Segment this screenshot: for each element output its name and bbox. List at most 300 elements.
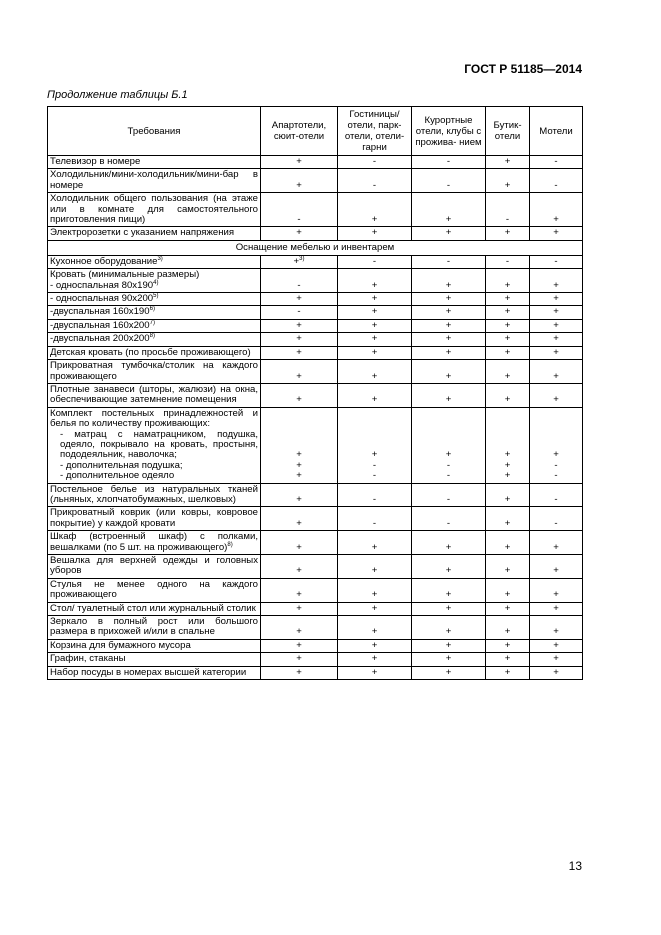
table-row bbox=[48, 255, 583, 268]
column-header-hotels: Гостиницы/ отели, парк-отели, отели-гарни bbox=[338, 107, 412, 156]
mark-value: + bbox=[296, 602, 302, 614]
table-row bbox=[48, 507, 583, 531]
mark-value: + bbox=[371, 293, 378, 305]
mark-value: + bbox=[504, 517, 511, 529]
mark-cell bbox=[412, 293, 486, 306]
mark-value: + bbox=[504, 493, 511, 505]
mark-value: + bbox=[553, 653, 559, 665]
mark-cell bbox=[338, 306, 412, 319]
requirement-text: Детская кровать (по просьбе проживающего) bbox=[50, 346, 251, 358]
mark-cell bbox=[486, 507, 530, 531]
mark-value: + bbox=[371, 227, 378, 239]
mark-cell bbox=[412, 602, 486, 615]
mark-cell bbox=[261, 306, 338, 319]
mark-cell bbox=[530, 666, 583, 679]
mark-value: - bbox=[297, 214, 301, 226]
mark-cell bbox=[412, 383, 486, 407]
mark-value: + bbox=[296, 541, 302, 553]
requirement-text: Зеркало в полный рост или большого размера в прихожей и/или в спальне bbox=[50, 616, 258, 638]
mark-value: - bbox=[505, 214, 510, 226]
mark-value: + bbox=[296, 493, 302, 505]
mark-value: + bbox=[371, 346, 378, 358]
page-number: 13 bbox=[568, 859, 582, 873]
table-row bbox=[48, 383, 583, 407]
mark-value: + bbox=[553, 626, 559, 638]
table-row bbox=[48, 555, 583, 579]
mark-cell bbox=[486, 483, 530, 507]
table-row bbox=[48, 616, 583, 640]
mark-cell bbox=[412, 269, 486, 293]
mark-cell bbox=[338, 156, 412, 169]
mark-cell bbox=[486, 383, 530, 407]
mark-value: +$^{3)}$ bbox=[293, 255, 305, 267]
mark-value: + bbox=[445, 293, 452, 305]
mark-value: + bbox=[504, 459, 511, 471]
mark-value: + bbox=[296, 639, 302, 651]
mark-cell bbox=[338, 602, 412, 615]
mark-value: + bbox=[296, 666, 302, 678]
mark-value: - bbox=[372, 179, 377, 191]
mark-value: - bbox=[554, 255, 558, 267]
mark-cell bbox=[486, 578, 530, 602]
mark-value: + bbox=[553, 602, 559, 614]
mark-value: + bbox=[371, 666, 378, 678]
requirement-text: Холодильник/мини-холодильник/мини-бар в номере bbox=[50, 169, 258, 191]
requirement-cell bbox=[48, 639, 261, 652]
mark-value: - bbox=[554, 459, 558, 471]
mark-cell bbox=[530, 293, 583, 306]
mark-cell bbox=[338, 227, 412, 240]
mark-value: + bbox=[296, 333, 302, 345]
mark-cell bbox=[530, 193, 583, 227]
mark-cell bbox=[530, 602, 583, 615]
mark-cell bbox=[486, 531, 530, 555]
mark-cell bbox=[530, 407, 583, 483]
mark-cell bbox=[261, 255, 338, 268]
mark-cell bbox=[412, 531, 486, 555]
mark-cell bbox=[261, 602, 338, 615]
table-row bbox=[48, 269, 583, 293]
mark-value: + bbox=[504, 449, 511, 461]
mark-cell bbox=[412, 360, 486, 384]
table-row bbox=[48, 169, 583, 193]
mark-value: + bbox=[371, 370, 378, 382]
mark-value: + bbox=[371, 541, 378, 553]
mark-cell bbox=[338, 193, 412, 227]
mark-cell bbox=[338, 333, 412, 346]
mark-cell bbox=[412, 319, 486, 332]
mark-value: + bbox=[296, 589, 302, 601]
column-header-resort-hotels: Курортные отели, клубы с прожива- нием bbox=[412, 107, 486, 156]
requirement-text: Набор посуды в номерах высшей категории bbox=[50, 666, 247, 678]
mark-cell bbox=[530, 578, 583, 602]
mark-value: + bbox=[504, 370, 511, 382]
footnote-ref: 7) bbox=[149, 319, 155, 326]
requirement-cell bbox=[48, 653, 261, 666]
mark-cell bbox=[338, 578, 412, 602]
mark-value: + bbox=[296, 517, 302, 529]
mark-value: - bbox=[446, 470, 451, 482]
mark-cell bbox=[338, 483, 412, 507]
mark-cell bbox=[530, 156, 583, 169]
column-header-boutique-hotels: Бутик- отели bbox=[486, 107, 530, 156]
mark-cell bbox=[530, 319, 583, 332]
mark-cell bbox=[338, 555, 412, 579]
mark-cell bbox=[530, 653, 583, 666]
requirement-cell bbox=[48, 227, 261, 240]
mark-value: + bbox=[553, 541, 559, 553]
requirement-cell bbox=[48, 333, 261, 346]
mark-value: + bbox=[445, 653, 452, 665]
mark-cell bbox=[261, 319, 338, 332]
mark-value: + bbox=[371, 319, 378, 331]
requirement-text: Корзина для бумажного мусора bbox=[50, 639, 191, 651]
footnote-ref: 3) bbox=[299, 255, 305, 262]
mark-cell bbox=[486, 360, 530, 384]
mark-cell bbox=[261, 555, 338, 579]
mark-value: + bbox=[445, 449, 452, 461]
mark-cell bbox=[486, 639, 530, 652]
mark-cell bbox=[261, 578, 338, 602]
mark-value: + bbox=[371, 565, 378, 577]
requirement-text: -двуспальная 200х200$^{8)}$ bbox=[50, 333, 155, 345]
mark-cell bbox=[530, 616, 583, 640]
mark-value: + bbox=[296, 319, 302, 331]
mark-cell bbox=[530, 333, 583, 346]
mark-value: + bbox=[504, 639, 511, 651]
mark-cell bbox=[338, 255, 412, 268]
mark-cell bbox=[412, 333, 486, 346]
mark-cell bbox=[338, 169, 412, 193]
mark-value: + bbox=[445, 639, 452, 651]
table-row bbox=[48, 639, 583, 652]
requirement-text: - дополнительное одеяло bbox=[60, 470, 175, 482]
table-row bbox=[48, 346, 583, 359]
mark-cell bbox=[261, 156, 338, 169]
mark-value: + bbox=[504, 346, 511, 358]
mark-value: + bbox=[371, 449, 378, 461]
mark-cell bbox=[486, 293, 530, 306]
mark-value: + bbox=[445, 626, 452, 638]
requirement-cell bbox=[48, 531, 261, 555]
mark-value: + bbox=[296, 370, 302, 382]
mark-value: + bbox=[296, 565, 302, 577]
footnote-ref: 4) bbox=[153, 279, 159, 286]
mark-cell bbox=[261, 227, 338, 240]
mark-value: + bbox=[553, 293, 559, 305]
mark-cell bbox=[530, 383, 583, 407]
mark-value: - bbox=[372, 517, 377, 529]
mark-value: + bbox=[371, 394, 378, 406]
mark-value: + bbox=[296, 449, 302, 461]
requirement-cell bbox=[48, 360, 261, 384]
mark-value: + bbox=[371, 589, 378, 601]
footnote-ref: 5) bbox=[153, 292, 159, 299]
mark-cell bbox=[486, 306, 530, 319]
mark-cell bbox=[530, 507, 583, 531]
mark-cell bbox=[486, 616, 530, 640]
mark-cell bbox=[261, 507, 338, 531]
mark-value: + bbox=[504, 626, 511, 638]
mark-value: - bbox=[372, 470, 377, 482]
mark-cell bbox=[486, 407, 530, 483]
mark-cell bbox=[261, 333, 338, 346]
mark-value: + bbox=[371, 626, 378, 638]
mark-cell bbox=[530, 360, 583, 384]
mark-value: + bbox=[296, 470, 302, 482]
mark-cell bbox=[261, 193, 338, 227]
table-row bbox=[48, 666, 583, 679]
mark-value: - bbox=[372, 255, 377, 267]
mark-cell bbox=[412, 407, 486, 483]
mark-value: + bbox=[371, 653, 378, 665]
mark-value: + bbox=[296, 394, 302, 406]
mark-cell bbox=[486, 346, 530, 359]
mark-value: - bbox=[446, 179, 451, 191]
mark-value: - bbox=[446, 156, 451, 167]
mark-value: + bbox=[445, 602, 452, 614]
mark-value: - bbox=[372, 156, 377, 167]
table-caption: Продолжение таблицы Б.1 bbox=[47, 89, 188, 101]
mark-value: - bbox=[554, 493, 558, 505]
mark-cell bbox=[261, 383, 338, 407]
mark-value: - bbox=[446, 459, 451, 471]
mark-cell bbox=[261, 483, 338, 507]
mark-value: + bbox=[504, 293, 511, 305]
requirement-text: -двуспальная 160х200$^{7)}$ bbox=[50, 319, 155, 331]
mark-value: + bbox=[504, 394, 511, 406]
mark-value: + bbox=[296, 179, 302, 191]
mark-cell bbox=[486, 555, 530, 579]
mark-cell bbox=[412, 227, 486, 240]
mark-cell bbox=[338, 293, 412, 306]
table-body-upper bbox=[48, 156, 583, 241]
mark-cell bbox=[412, 193, 486, 227]
table-row bbox=[48, 333, 583, 346]
mark-value: - bbox=[446, 493, 451, 505]
column-header-requirements: Требования bbox=[48, 107, 261, 156]
requirement-cell bbox=[48, 407, 261, 483]
requirement-cell bbox=[48, 269, 261, 293]
requirement-text: Вешалка для верхней одежды и головных уборов bbox=[50, 555, 258, 577]
mark-value: + bbox=[445, 394, 452, 406]
mark-cell bbox=[486, 255, 530, 268]
requirement-cell bbox=[48, 319, 261, 332]
mark-cell bbox=[261, 360, 338, 384]
mark-value: + bbox=[504, 653, 511, 665]
table-row bbox=[48, 578, 583, 602]
mark-cell bbox=[412, 483, 486, 507]
requirement-text: - односпальная 90х200$^{5)}$ bbox=[50, 292, 159, 305]
table-row bbox=[48, 227, 583, 240]
mark-value: + bbox=[296, 653, 302, 665]
table-row bbox=[48, 653, 583, 666]
requirement-text: Шкаф (встроенный шкаф) с полками, вешалками (по 5 шт. на проживающего)$^{8)}$ bbox=[50, 531, 258, 553]
requirement-cell bbox=[48, 666, 261, 679]
mark-value: + bbox=[553, 333, 559, 345]
mark-value: - bbox=[554, 156, 558, 167]
mark-value: + bbox=[296, 293, 302, 305]
mark-cell bbox=[486, 169, 530, 193]
mark-cell bbox=[486, 156, 530, 169]
mark-value: + bbox=[371, 279, 378, 291]
mark-value: + bbox=[445, 319, 452, 331]
mark-cell bbox=[412, 639, 486, 652]
requirement-text: Прикроватный коврик (или ковры, ковровое покрытие) у каждой кровати bbox=[50, 507, 258, 529]
mark-value: + bbox=[445, 565, 452, 577]
mark-value: + bbox=[296, 459, 302, 471]
mark-value: - bbox=[446, 255, 451, 267]
table-row bbox=[48, 306, 583, 319]
mark-cell bbox=[486, 269, 530, 293]
mark-cell bbox=[412, 346, 486, 359]
mark-value: + bbox=[296, 227, 302, 239]
mark-value: - bbox=[297, 306, 301, 318]
mark-cell bbox=[261, 531, 338, 555]
mark-value: + bbox=[553, 449, 559, 461]
mark-cell bbox=[412, 507, 486, 531]
mark-value: - bbox=[297, 279, 301, 291]
mark-value: + bbox=[553, 639, 559, 651]
mark-cell bbox=[261, 407, 338, 483]
table-row bbox=[48, 531, 583, 555]
mark-value: + bbox=[445, 346, 452, 358]
mark-value: + bbox=[445, 333, 452, 345]
mark-cell bbox=[338, 531, 412, 555]
mark-cell bbox=[412, 666, 486, 679]
mark-cell bbox=[412, 169, 486, 193]
table-row bbox=[48, 156, 583, 169]
mark-cell bbox=[412, 255, 486, 268]
mark-value: - bbox=[554, 470, 558, 482]
requirement-text: Постельное белье из натуральных тканей (льняных, хлопчатобумажных, шелковых) bbox=[50, 483, 258, 505]
mark-cell bbox=[486, 333, 530, 346]
footnote-ref: 3) bbox=[157, 255, 163, 262]
mark-value: + bbox=[504, 602, 511, 614]
mark-value: - bbox=[372, 493, 377, 505]
requirement-cell bbox=[48, 255, 261, 268]
requirement-text: Холодильник общего пользования (на этаже или в комнате для самостоятельного приготовления пищи) bbox=[50, 193, 258, 226]
mark-value: + bbox=[504, 666, 511, 678]
requirements-table bbox=[47, 106, 583, 680]
mark-value: + bbox=[296, 346, 302, 358]
mark-value: + bbox=[445, 589, 452, 601]
table-row bbox=[48, 319, 583, 332]
mark-value: + bbox=[371, 214, 378, 226]
mark-cell bbox=[530, 255, 583, 268]
mark-cell bbox=[338, 507, 412, 531]
table-section bbox=[48, 240, 583, 255]
mark-cell bbox=[261, 666, 338, 679]
mark-value: + bbox=[504, 179, 511, 191]
mark-value: + bbox=[371, 639, 378, 651]
mark-cell bbox=[530, 531, 583, 555]
mark-value: - bbox=[446, 517, 451, 529]
requirement-cell bbox=[48, 483, 261, 507]
requirement-cell bbox=[48, 616, 261, 640]
requirement-text: Комплект постельных принадлежностей и белья по количеству проживающих: bbox=[50, 407, 258, 430]
requirement-cell bbox=[48, 293, 261, 306]
mark-cell bbox=[486, 227, 530, 240]
mark-cell bbox=[261, 269, 338, 293]
requirement-text: - односпальная 80х190$^{4)}$ bbox=[50, 279, 159, 291]
mark-cell bbox=[261, 616, 338, 640]
mark-cell bbox=[338, 269, 412, 293]
table-header-row bbox=[48, 107, 583, 156]
table-row bbox=[48, 293, 583, 306]
mark-value: + bbox=[445, 306, 452, 318]
footnote-ref: 8) bbox=[149, 333, 155, 340]
table-row bbox=[48, 407, 583, 483]
mark-value: - bbox=[554, 179, 558, 191]
requirement-cell bbox=[48, 507, 261, 531]
mark-cell bbox=[530, 555, 583, 579]
mark-cell bbox=[412, 616, 486, 640]
mark-value: - bbox=[505, 255, 510, 267]
mark-value: + bbox=[371, 333, 378, 345]
mark-value: + bbox=[504, 306, 511, 318]
requirement-text: Телевизор в номере bbox=[50, 156, 141, 167]
mark-value: + bbox=[553, 565, 559, 577]
mark-value: + bbox=[445, 227, 452, 239]
mark-value: + bbox=[504, 227, 511, 239]
mark-value: + bbox=[445, 666, 452, 678]
mark-cell bbox=[338, 346, 412, 359]
column-header-aparthotels: Апартотели, сюит-отели bbox=[261, 107, 338, 156]
mark-value: + bbox=[504, 565, 511, 577]
mark-cell bbox=[486, 653, 530, 666]
mark-value: + bbox=[553, 346, 559, 358]
requirement-text: -двуспальная 160х190$^{6)}$ bbox=[50, 306, 155, 318]
mark-cell bbox=[530, 306, 583, 319]
section-title: Оснащение мебелью и инвентарем bbox=[48, 240, 583, 255]
requirement-text: - матрац с наматрацником, подушка, одеяло, покрывало на кровать, простыня, пододеяльник, наволочка; bbox=[60, 428, 258, 461]
requirement-text: Кухонное оборудование$^{3)}$ bbox=[50, 255, 163, 267]
mark-cell bbox=[338, 653, 412, 666]
mark-value: + bbox=[296, 626, 302, 638]
mark-value: + bbox=[504, 333, 511, 345]
mark-cell bbox=[412, 555, 486, 579]
mark-value: + bbox=[504, 589, 511, 601]
mark-cell bbox=[261, 293, 338, 306]
requirement-text: Прикроватная тумбочка/столик на каждого проживающего bbox=[50, 360, 258, 382]
mark-cell bbox=[412, 578, 486, 602]
mark-value: + bbox=[445, 370, 452, 382]
requirement-cell bbox=[48, 169, 261, 193]
column-header-motels: Мотели bbox=[530, 107, 583, 156]
mark-cell bbox=[486, 193, 530, 227]
requirement-text: Графин, стаканы bbox=[50, 653, 126, 665]
requirement-text: Стулья не менее одного на каждого проживающего bbox=[50, 578, 258, 601]
mark-value: + bbox=[296, 156, 302, 167]
footnote-ref: 8) bbox=[227, 541, 233, 548]
mark-value: + bbox=[504, 279, 511, 291]
mark-value: - bbox=[554, 517, 558, 529]
table-row bbox=[48, 193, 583, 227]
mark-value: + bbox=[553, 306, 559, 318]
mark-value: + bbox=[553, 370, 559, 382]
requirement-text: Плотные занавеси (шторы, жалюзи) на окна, обеспечивающие затемнение помещения bbox=[50, 383, 258, 406]
mark-cell bbox=[261, 639, 338, 652]
mark-cell bbox=[338, 360, 412, 384]
requirement-cell bbox=[48, 346, 261, 359]
mark-cell bbox=[530, 639, 583, 652]
mark-value: - bbox=[372, 459, 377, 471]
mark-value: + bbox=[504, 541, 511, 553]
mark-value: + bbox=[504, 319, 511, 331]
mark-cell bbox=[338, 639, 412, 652]
mark-cell bbox=[261, 346, 338, 359]
